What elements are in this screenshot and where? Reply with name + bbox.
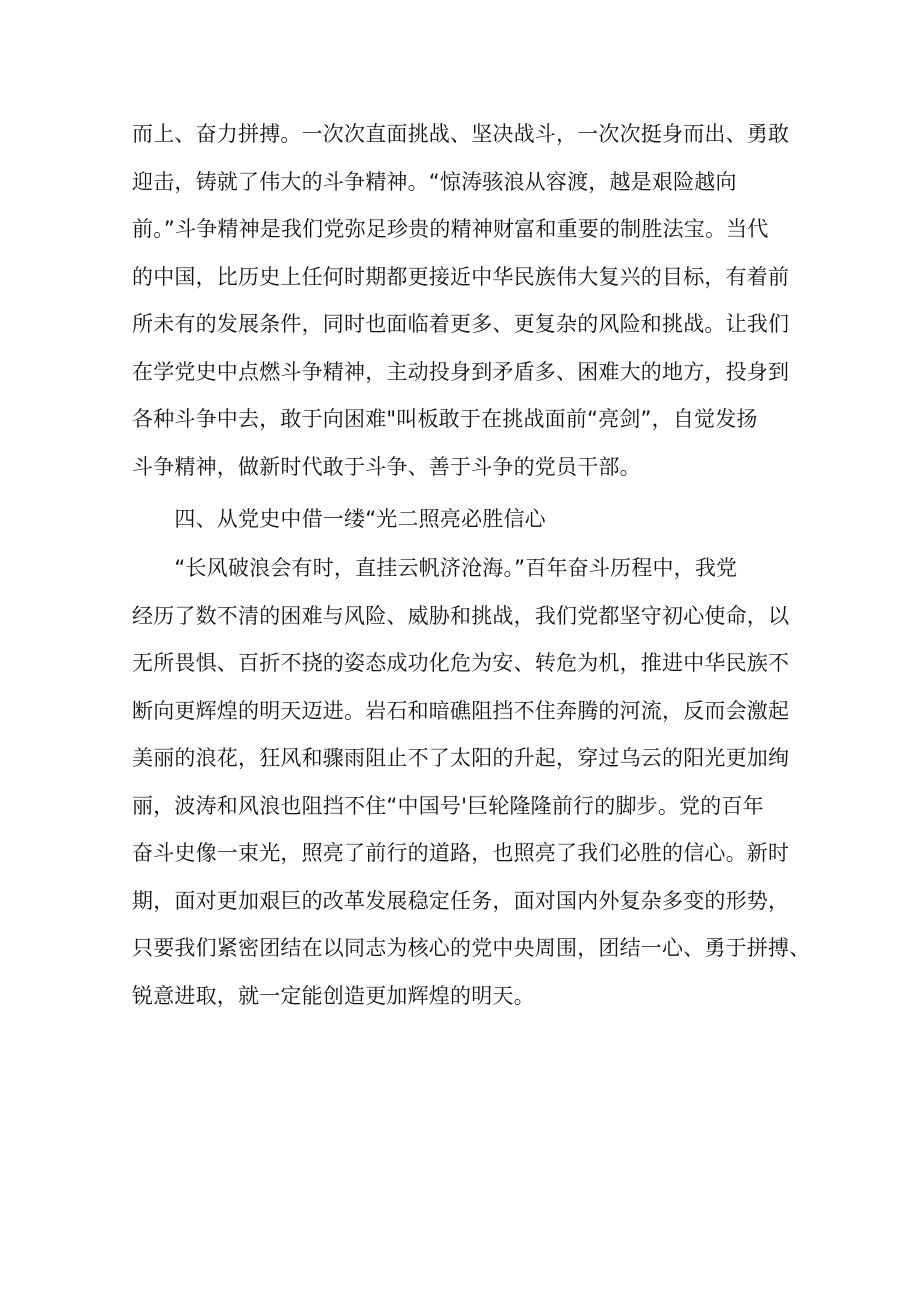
- text-line: “长风破浪会有时，直挂云帆济沧海。”百年奋斗历程中，我党: [132, 556, 738, 580]
- text-line: 丽，波涛和风浪也阻挡不住“中国号'巨轮隆隆前行的脚步。党的百年: [132, 793, 764, 818]
- text-line: 所未有的发展条件，同时也面临着更多、更复杂的风险和挑战。让我们: [132, 312, 790, 336]
- text-line: 的中国，比历史上任何时期都更接近中华民族伟大复兴的目标，有着前: [132, 264, 790, 289]
- paragraph-confidence: [132, 545, 811, 1020]
- text-line: 美丽的浪花，狂风和骤雨阻止不了太阳的升起，穿过乌云的阳光更加绚: [132, 746, 790, 770]
- text-line: 锐意进取，就一定能创造更加辉煌的明天。: [132, 983, 535, 1008]
- section-heading: [132, 496, 802, 544]
- text-line: 而上、奋力拼搏。一次次直面挑战、坚决战斗，一次次挺身而出、勇敢: [132, 122, 790, 146]
- text-line: 斗争精神，做新时代敢于斗争、善于斗争的党员干部。: [132, 454, 641, 479]
- text-line: 只要我们紧密团结在以同志为核心的党中央周围，团结一心、勇于拼搏、: [132, 936, 811, 960]
- paragraph-struggle-spirit: [132, 111, 802, 491]
- heading-text: 四、从党史中借一缕“光二照亮必胜信心: [132, 507, 546, 531]
- text-line: 断向更辉煌的明天迈进。岩石和暗礁阻挡不住奔腾的河流，反而会激起: [132, 698, 790, 723]
- text-line: 期，面对更加艰巨的改革发展稳定任务，面对国内外复杂多变的形势，: [132, 888, 790, 913]
- text-line: 在学党史中点燃斗争精神，主动投身到矛盾多、困难大的地方，投身到: [132, 359, 790, 384]
- text-line: 迎击，铸就了伟大的斗争精神。“惊涛骇浪从容渡，越是艰险越向: [132, 169, 737, 194]
- text-line: 前。”斗争精神是我们党弥足珍贵的精神财富和重要的制胜法宝。当代: [132, 217, 769, 241]
- text-line: 经历了数不清的困难与风险、威胁和挑战，我们党都坚守初心使命，以: [132, 603, 790, 628]
- text-line: 各种斗争中去，敢于向困难"叫板敢于在挑战面前“亮剑”，自觉发扬: [132, 407, 758, 431]
- text-line: 奋斗史像一束光，照亮了前行的道路，也照亮了我们必胜的信心。新时: [132, 841, 790, 865]
- text-line: 无所畏惧、百折不挠的姿态成功化危为安、转危为机，推进中华民族不: [132, 651, 790, 675]
